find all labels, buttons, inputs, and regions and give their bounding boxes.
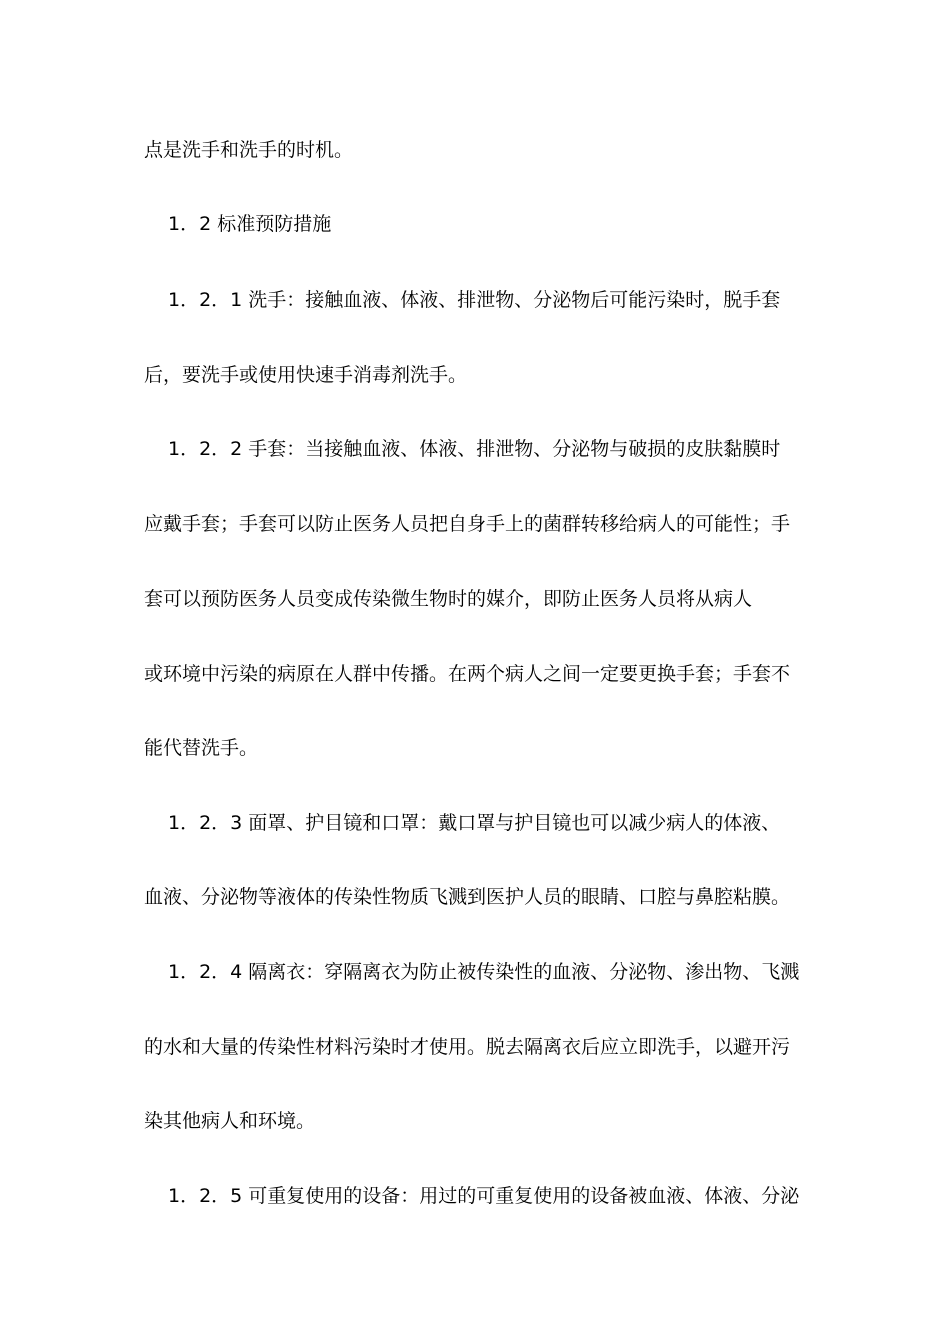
text-line-1: 点是洗手和洗手的时机。	[144, 139, 354, 161]
text-line-9: 能代替洗手。	[144, 737, 259, 759]
text-line-11: 血液、分泌物等液体的传染性物质飞溅到医护人员的眼睛、口腔与鼻腔粘膜。	[144, 886, 791, 908]
text-line-14: 染其他病人和环境。	[144, 1110, 316, 1132]
text-line-10: 1．2．3 面罩、护目镜和口罩：戴口罩与护目镜也可以减少病人的体液、	[168, 812, 781, 834]
text-line-5: 1．2．2 手套：当接触血液、体液、排泄物、分泌物与破损的皮肤黏膜时	[168, 438, 781, 460]
text-line-7: 套可以预防医务人员变成传染微生物时的媒介，即防止医务人员将从病人	[144, 588, 753, 610]
text-line-13: 的水和大量的传染性材料污染时才使用。脱去隔离衣后应立即洗手，以避开污	[144, 1036, 791, 1058]
text-line-4: 后，要洗手或使用快速手消毒剂洗手。	[144, 364, 468, 386]
section-heading-1-2: 1．2 标准预防措施	[168, 213, 332, 235]
text-line-15: 1．2．5 可重复使用的设备：用过的可重复使用的设备被血液、体液、分泌	[168, 1185, 800, 1207]
text-line-6: 应戴手套；手套可以防止医务人员把自身手上的菌群转移给病人的可能性；手	[144, 513, 791, 535]
text-line-3: 1．2．1 洗手：接触血液、体液、排泄物、分泌物后可能污染时，脱手套	[168, 289, 781, 311]
text-line-12: 1．2．4 隔离衣：穿隔离衣为防止被传染性的血液、分泌物、渗出物、飞溅	[168, 961, 800, 983]
text-line-8: 或环境中污染的病原在人群中传播。在两个病人之间一定要更换手套；手套不	[144, 663, 791, 685]
